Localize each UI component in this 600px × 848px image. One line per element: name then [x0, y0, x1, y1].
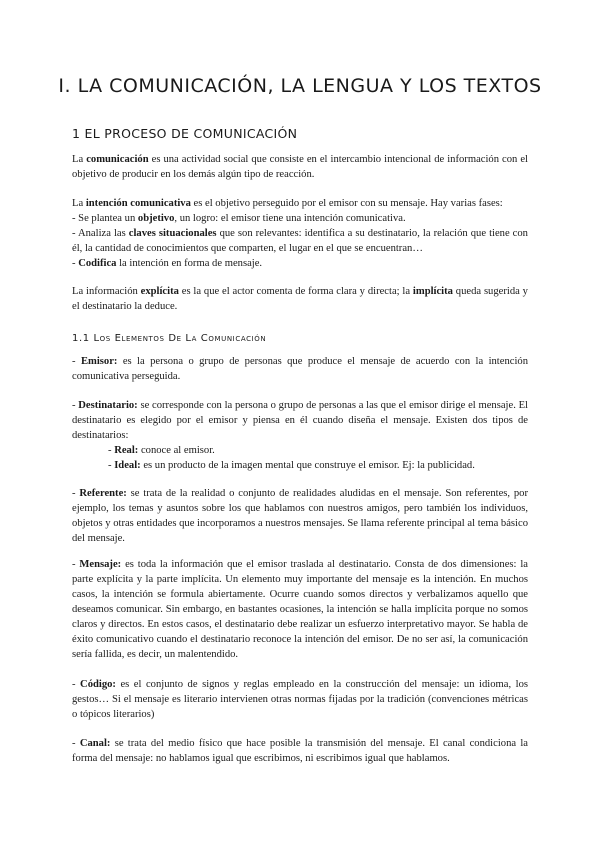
destinatario-ideal: - Ideal: es un producto de la imagen mental que construye el emisor. Ej: la publicidad. [108, 460, 475, 471]
subsection-heading-elementos: 1.1 Los Elementos De La Comunicación [72, 333, 267, 344]
phase-claves: - Analiza las claves situacionales que son relevantes: identifica a su destinatario, la relación que tiene con él, la cantidad de conocimientos que comparten, el lugar en el que se encuentran… [72, 228, 528, 254]
paragraph-codigo: - Código: es el conjunto de signos y reglas empleado en la construcción del mensaje: un idioma, los gestos… Si el mensaje es literario intervienen otras normas fijadas por la tradición (convenciones métricas o tópicos literarios) [72, 679, 528, 720]
paragraph-intencion [72, 196, 528, 271]
paragraph-mensaje: - Mensaje: es toda la información que el emisor traslada al destinatario. Consta de dos dimensiones: la parte explícita y la parte implícita. Un elemento muy importante del mensaje es la intención. En muchos casos, la intención se formula abiertamente. Ocurre cuando somos directos y verbalizamos aquello que deseamos comunicar. Sin embargo, en bastantes ocasiones, la intención se halla implícita porque no somos claros y directos. En estos casos, el destinatario debe realizar un esfuerzo interpretativo mayor. Se habla de éxito comunicativo cuando el destinatario reconoce la intención del emisor. De no ser así, la comunicación sería fallida, es decir, un malentendido. [72, 559, 528, 660]
paragraph-destinatario: - Destinatario: se corresponde con la persona o grupo de personas a las que el emisor dirige el mensaje. El destinatario es elegido por el emisor y piensa en él cuando diseña el mensaje. Existen dos tipos de destinatarios: - Real: conoce al emisor. - Ideal: es un producto de la imagen mental que construye el emisor. Ej: la publicidad. [72, 400, 528, 471]
paragraph-emisor: - Emisor: es la persona o grupo de personas que produce el mensaje de acuerdo con la intención comunicativa perseguida. [72, 356, 528, 382]
paragraph-referente: - Referente: se trata de la realidad o conjunto de realidades aludidas en el mensaje. Son referentes, por ejemplo, los temas y asuntos sobre los que hablamos con nuestros amigos, pero también los individuos, objetos y otras entidades que incorporamos a nuestros mensajes. Se llama referente principal al tema básico del mensaje. [72, 488, 528, 544]
document-title: I. LA COMUNICACIÓN, LA LENGUA Y LOS TEXTOS [58, 75, 542, 97]
phase-objetivo: - Se plantea un objetivo, un logro: el emisor tiene una intención comunicativa. [72, 213, 406, 224]
paragraph-comunicacion: La comunicación es una actividad social que consiste en el intercambio intencional de información con el objetivo de producir en los demás algún tipo de reacción. [72, 154, 528, 180]
intencion-intro: La intención comunicativa es el objetivo perseguido por el emisor con su mensaje. Hay varias fases: [72, 198, 503, 209]
phase-codifica: - Codifica la intención en forma de mensaje. [72, 258, 263, 269]
paragraph-canal: - Canal: se trata del medio físico que hace posible la transmisión del mensaje. El canal condiciona la forma del mensaje: no hablamos igual que escribimos, ni escribimos igual que hablamos. [72, 738, 528, 764]
section-heading-proceso: 1 EL PROCESO DE COMUNICACIÓN [72, 126, 298, 141]
destinatario-real: - Real: conoce al emisor. [108, 445, 215, 456]
paragraph-explicita-implicita: La información explícita es la que el actor comenta de forma clara y directa; la implícita queda sugerida y el destinatario la deduce. [72, 286, 528, 312]
